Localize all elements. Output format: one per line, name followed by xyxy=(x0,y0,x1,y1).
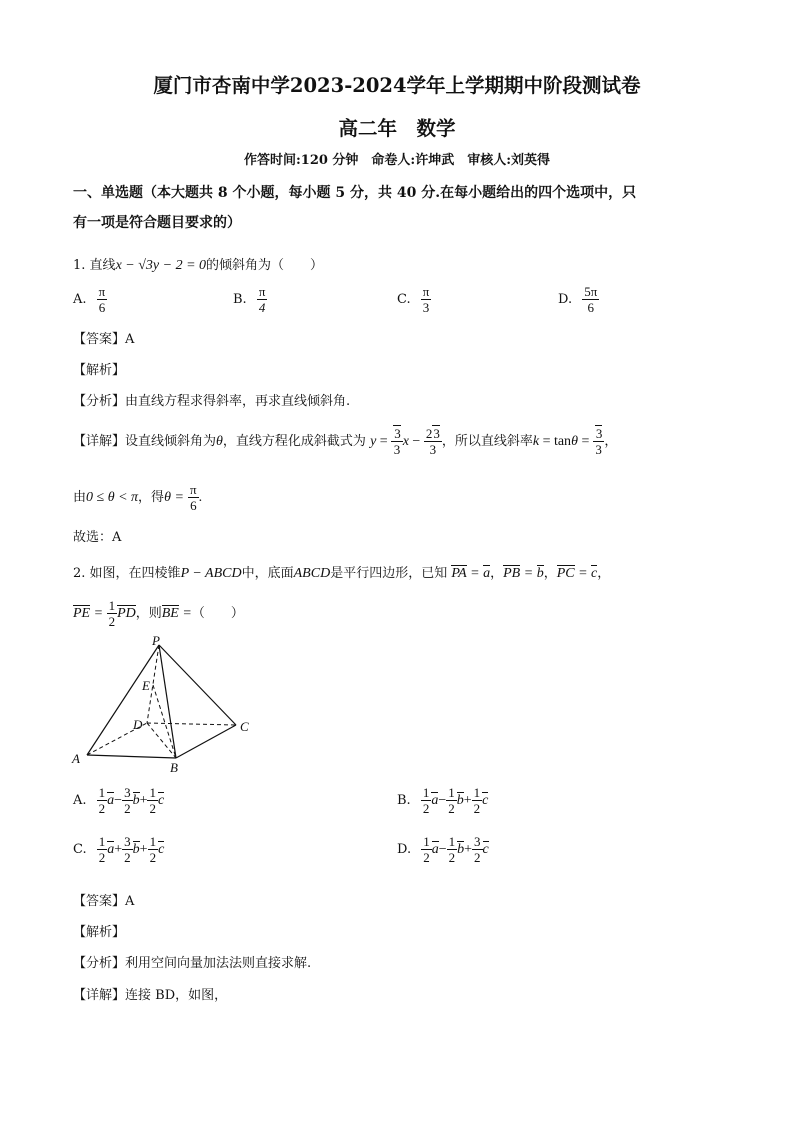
q1-number: 1. xyxy=(73,258,86,273)
q2-option-b[interactable]: B. $\frac{1}{2}$ a− $\frac{1}{2}$ b+ $\frac{1}{2}$ c xyxy=(397,785,489,816)
q1-option-a[interactable]: A. $\frac{\pi}{6}$ xyxy=(73,284,106,315)
label-p: P xyxy=(152,635,160,648)
q2-option-d[interactable]: D. $\frac{1}{2}$ a− $\frac{1}{2}$ b+ $\frac{3}{2}$ c xyxy=(397,834,489,865)
section-heading-line2: 有一项是符合题目要求的） xyxy=(73,215,241,231)
edge-pc xyxy=(159,645,236,725)
q1-analysis-tag: 【解析】 xyxy=(73,363,126,378)
q1-fenxi: 【分析】由直线方程求得斜率，再求直线倾斜角. xyxy=(73,394,351,409)
q1-option-d[interactable]: D. $\frac{5\pi}{6}$ xyxy=(558,284,598,315)
q1-equation: x − √3y − 2 = 0 xyxy=(115,258,207,273)
edge-ab xyxy=(87,755,176,758)
edge-pa xyxy=(87,645,159,755)
q1-conclusion: 故选：A xyxy=(73,530,122,545)
pyramid-figure xyxy=(70,635,260,775)
q2-analysis-tag: 【解析】 xyxy=(73,925,126,940)
q2-stem-line2: PE = $\frac{1}{2}$ PD，则BE =（ ） xyxy=(73,598,244,629)
label-a: A xyxy=(72,751,80,766)
edge-be xyxy=(153,685,176,758)
q1-stem xyxy=(73,254,323,274)
q1-detail-line2: 由0 ≤ θ < π，得θ = $\frac{\pi}{6}$ . xyxy=(73,482,203,513)
q1-detail-line1: 【详解】设直线倾斜角为θ，直线方程化成斜截式为 y = $\frac{3}{3}$ x − $\frac{23}{3}$ ，所以直线斜率k = tanθ = $\frac{3}{3}$ ， xyxy=(73,426,618,457)
exam-meta: 作答时间:120 分钟 命卷人:许坤武 审核人:刘英得 xyxy=(243,153,551,168)
q2-stem-line1: 2. 如图，在四棱锥P − ABCD中，底面ABCD是平行四边形，已知 PA = a，PB = b，PC = c， xyxy=(73,566,611,581)
label-c: C xyxy=(240,719,249,734)
label-b: B xyxy=(170,760,178,775)
q1-option-b[interactable]: B. $\frac{\pi}{4}$ xyxy=(233,284,266,315)
q2-answer: 【答案】A xyxy=(73,894,135,909)
subject-title: 高二年 数学 xyxy=(338,117,456,140)
q2-option-c[interactable]: C. $\frac{1}{2}$ a+ $\frac{3}{2}$ b+ $\frac{1}{2}$ c xyxy=(73,834,165,865)
q1-answer: 【答案】A xyxy=(73,332,135,347)
q2-fenxi: 【分析】利用空间向量加法法则直接求解. xyxy=(73,956,312,971)
q1-option-c[interactable]: C. $\frac{\pi}{3}$ xyxy=(397,284,430,315)
edge-dc xyxy=(147,723,236,725)
q2-detail: 【详解】连接 BD，如图， xyxy=(73,988,228,1003)
q1-suffix: 的倾斜角为（ ） xyxy=(206,258,324,273)
section-heading-line1: 一、单选题（本大题共 8 个小题，每小题 5 分，共 40 分.在每小题给出的四个选项中，只 xyxy=(73,185,637,201)
q1-prefix: 直线 xyxy=(89,258,116,273)
edge-bc xyxy=(176,725,236,758)
label-d: D xyxy=(133,717,143,732)
q2-option-a[interactable]: A. $\frac{1}{2}$ a− $\frac{3}{2}$ b+ $\frac{1}{2}$ c xyxy=(73,785,165,816)
document-title: 厦门市杏南中学2023-2024学年上学期期中阶段测试卷 xyxy=(153,74,641,97)
label-e: E xyxy=(142,678,150,693)
